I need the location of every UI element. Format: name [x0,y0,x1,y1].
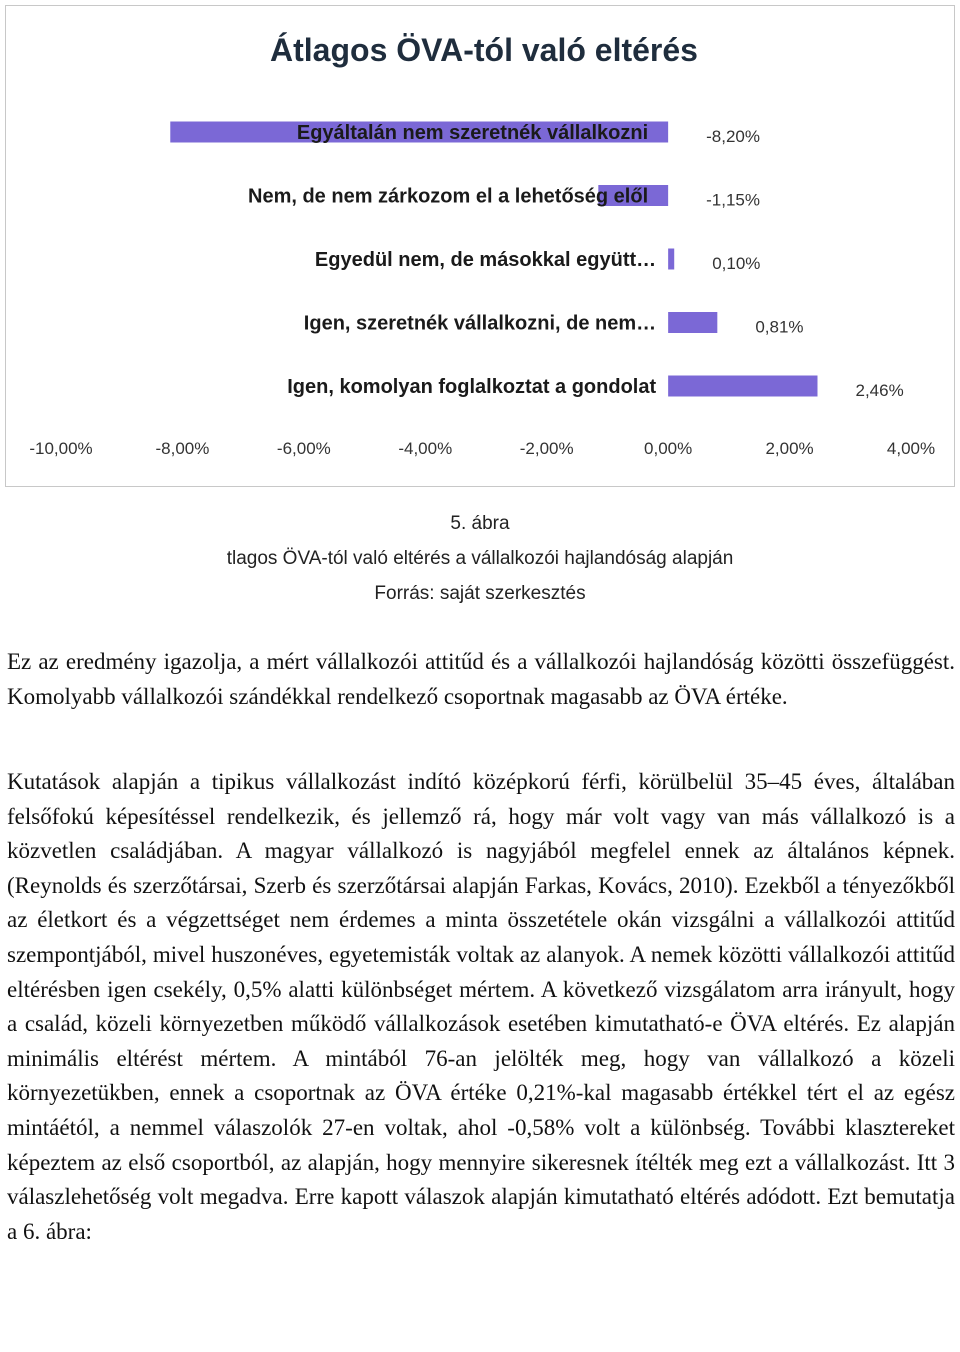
figure-number: 5. ábra [450,513,510,534]
paragraph-research: Kutatások alapján a tipikus vállalkozást indító középkorú férfi, körülbelül 35–45 éves, általában felsőfokú képesítéssel rendelkezik, és jellemző rá, hogy már volt vagy van más vállalkozó is a közvetlen családjában. A magyar vállalkozó is nagyjából megfelel ennek az általános képnek. (Reynolds és szerzőtársai, Szerb és szerzőtársai alapján Farkas, Kovács, 2010). Ezekből a tényezőkből az életkort és a végzettséget nem érdemes a minta összetétele okán vizsgálni a vállalkozói attitűd szempontjából, mivel huszonéves, egyetemisták voltak az alanyok. A nemek közötti vállalkozói attitűd eltérésben igen csekély, 0,5% alatti különbséget mértem. A következő vizsgálatom arra irányult, hogy a család, közeli környezetben működő vállalkozások esetében kimutatható-e ÖVA eltérés. Ez alapján minimális eltérést mértem. A mintából 76-an jelölték meg, hogy van vállalkozó a közeli környezetükben, ennek a csoportnak az ÖVA értéke 0,21%-kal magasabb értékkel tért el az egész mintáétól, a nemmel válaszolók 27-en voltak, ahol -0,58% volt a különbség. További klasztereket képeztem az első csoportból, az alapján, hogy mennyire sikeresnek ítélték meg ezt a vállalkozást. Itt 3 válaszlehetőség volt megadva. Erre kapott válaszok alapján kimutatható eltérés adódott. Ezt bemutatja a 6. ábra: [7,769,955,1244]
figure-source: Forrás: saját szerkesztés [374,583,586,604]
x-tick-label: -10,00% [29,439,93,458]
category-label: Igen, szeretnék vállalkozni, de nem… [303,312,657,335]
bar [668,312,717,333]
chart-title: Átlagos ÖVA-tól való eltérés [270,32,698,68]
category-label: Egyáltalán nem szeretnék vállalkozni [296,122,649,144]
figure-caption: tlagos ÖVA-tól való eltérés a vállalkozói hajlandóság alapján [226,548,734,569]
x-tick-label: -6,00% [276,439,331,458]
paragraph-conclusion: Ez az eredmény igazolja, a mért vállalkozói attitűd és a vállalkozói hajlandóság közötti összefüggést. Komolyabb vállalkozói szándékkal rendelkező csoportnak magasabb az ÖVA értéke. [7,649,955,709]
category-label: Nem, de nem zárkozom el a lehetőség elől [248,185,649,208]
data-label: 0,81% [755,317,804,337]
category-label: Egyedül nem, de másokkal együtt… [314,249,657,271]
x-tick-label: 0,00% [644,439,693,458]
bar-chart [6,6,956,488]
data-label: 0,10% [712,254,761,273]
x-tick-label: -2,00% [519,439,574,458]
x-tick-label: 4,00% [886,439,936,458]
data-label: -8,20% [706,127,761,146]
chart-container [5,5,955,487]
x-tick-label: -8,00% [155,439,210,458]
data-label: 2,46% [855,381,904,400]
bar [668,376,817,397]
x-tick-label: -4,00% [398,439,453,458]
x-tick-label: 2,00% [765,439,814,458]
data-label: -1,15% [706,190,761,210]
category-label: Igen, komolyan foglalkoztat a gondolat [287,376,657,398]
bar [668,249,674,270]
